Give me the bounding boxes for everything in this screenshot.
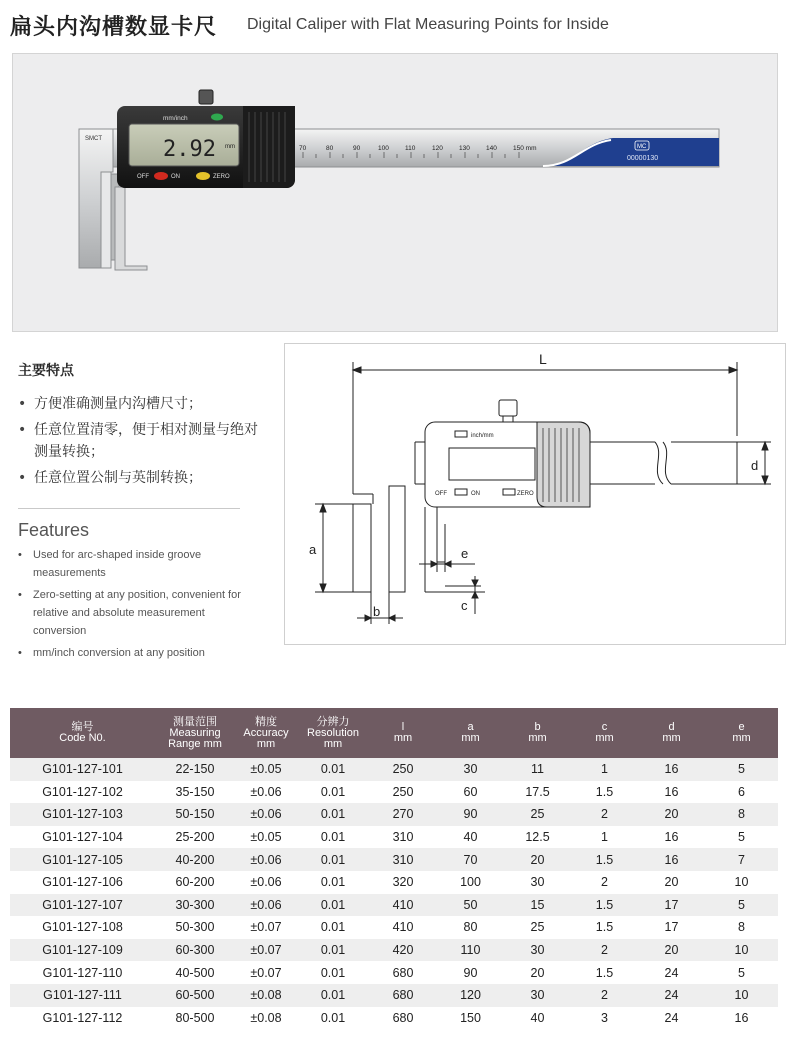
table-cell: 15 — [504, 894, 571, 917]
column-header-text: 精度 — [255, 715, 277, 728]
spec-table-container — [10, 708, 778, 1029]
table-cell: 30 — [504, 871, 571, 894]
dim-label-a: a — [309, 542, 317, 557]
table-cell: 40 — [437, 826, 504, 849]
table-cell: 0.01 — [297, 826, 369, 849]
table-cell: G101-127-105 — [10, 848, 155, 871]
column-header-text: mm — [662, 732, 681, 744]
diagram-on-label: ON — [471, 491, 480, 497]
table-cell: 80 — [437, 916, 504, 939]
column-header-text: e — [738, 721, 745, 733]
table-cell: 16 — [638, 848, 705, 871]
table-row — [10, 871, 778, 894]
table-cell: 7 — [705, 848, 778, 871]
table-cell: 20 — [504, 961, 571, 984]
table-cell: 30 — [504, 939, 571, 962]
column-header-text: mm — [528, 732, 547, 744]
table-cell: 90 — [437, 961, 504, 984]
table-cell: 1.5 — [571, 916, 638, 939]
table-header-row — [10, 708, 778, 758]
page-title-en: Digital Caliper with Flat Measuring Points for Inside — [247, 16, 609, 33]
table-row — [10, 781, 778, 804]
column-header-text: mm — [461, 732, 480, 744]
table-cell: 16 — [638, 826, 705, 849]
table-cell: 320 — [369, 871, 437, 894]
table-cell: 270 — [369, 803, 437, 826]
table-cell: 3 — [571, 1007, 638, 1030]
off-label: OFF — [137, 174, 149, 180]
table-cell: G101-127-112 — [10, 1007, 155, 1030]
table-cell: 0.01 — [297, 1007, 369, 1030]
table-cell: G101-127-111 — [10, 984, 155, 1007]
table-cell: 10 — [705, 939, 778, 962]
table-cell: 2 — [571, 803, 638, 826]
thumb-screw-icon — [199, 90, 213, 104]
table-cell: 250 — [369, 781, 437, 804]
column-header-text: 编号 — [71, 721, 94, 733]
column-header-text: Resolution — [307, 726, 359, 739]
table-cell: 1 — [571, 826, 638, 849]
mc-mark: MC — [637, 144, 647, 150]
table-cell: 1 — [571, 758, 638, 781]
table-row — [10, 916, 778, 939]
dim-label-b: b — [373, 604, 381, 619]
column-header-text: l — [401, 721, 405, 733]
column-header-text: mm — [732, 732, 751, 744]
list-item: • Zero-setting at any position, convenient for relative and absolute measurement conversion — [18, 586, 248, 640]
table-cell: ±0.08 — [235, 1007, 297, 1030]
features-cn-list — [18, 393, 258, 493]
list-item: • 方便准确测量内沟槽尺寸； — [18, 393, 258, 415]
table-cell: 16 — [638, 781, 705, 804]
table-cell: 100 — [437, 871, 504, 894]
table-row — [10, 758, 778, 781]
table-cell: 60-200 — [155, 871, 235, 894]
table-cell: 0.01 — [297, 916, 369, 939]
lcd-mm-label: mm — [225, 144, 235, 150]
column-header — [235, 708, 297, 758]
column-header — [437, 708, 504, 758]
table-cell: 20 — [638, 871, 705, 894]
svg-text:70: 70 — [299, 145, 307, 152]
table-cell: 110 — [437, 939, 504, 962]
column-header — [10, 708, 155, 758]
table-cell: 5 — [705, 758, 778, 781]
column-header-text: Measuring — [169, 726, 221, 739]
table-cell: 1.5 — [571, 961, 638, 984]
column-header-text: d — [668, 721, 675, 733]
table-cell: ±0.06 — [235, 781, 297, 804]
table-cell: 25 — [504, 916, 571, 939]
list-item: • mm/inch conversion at any position — [18, 644, 248, 662]
column-header-text: Accuracy — [243, 726, 289, 739]
table-cell: 24 — [638, 984, 705, 1007]
table-cell: 30-300 — [155, 894, 235, 917]
table-cell: 17 — [638, 894, 705, 917]
table-cell: 12.5 — [504, 826, 571, 849]
column-header-text: 分辨力 — [316, 715, 350, 728]
diagram-zero-label: ZERO — [517, 491, 534, 497]
column-header-text: mm — [393, 732, 413, 744]
svg-text:90: 90 — [353, 145, 361, 152]
table-cell: 150 — [437, 1007, 504, 1030]
column-header — [369, 708, 437, 758]
table-cell: 2 — [571, 984, 638, 1007]
table-row — [10, 894, 778, 917]
column-header-text: a — [467, 721, 474, 733]
table-cell: 410 — [369, 894, 437, 917]
table-cell: 6 — [705, 781, 778, 804]
svg-text:150 mm: 150 mm — [513, 145, 537, 152]
page-title-cn: 扁头内沟槽数显卡尺 — [10, 15, 218, 40]
dim-label-d: d — [751, 458, 759, 473]
column-header — [571, 708, 638, 758]
svg-text:130: 130 — [459, 145, 470, 152]
table-cell: 0.01 — [297, 758, 369, 781]
table-cell: 5 — [705, 826, 778, 849]
spec-table — [10, 708, 778, 1029]
zero-button-icon — [196, 172, 210, 180]
table-cell: 250 — [369, 758, 437, 781]
table-cell: 310 — [369, 826, 437, 849]
table-cell: G101-127-109 — [10, 939, 155, 962]
on-label: ON — [171, 174, 180, 180]
table-cell: 40-500 — [155, 961, 235, 984]
table-cell: 22-150 — [155, 758, 235, 781]
table-cell: 24 — [638, 961, 705, 984]
table-cell: ±0.06 — [235, 894, 297, 917]
column-header — [297, 708, 369, 758]
table-row — [10, 1007, 778, 1030]
table-cell: 5 — [705, 961, 778, 984]
dimension-drawing — [285, 344, 785, 644]
table-cell: 11 — [504, 758, 571, 781]
table-row — [10, 984, 778, 1007]
table-cell: 17 — [638, 916, 705, 939]
table-row — [10, 826, 778, 849]
table-cell: ±0.07 — [235, 961, 297, 984]
column-header — [705, 708, 778, 758]
column-header-text: mm — [256, 737, 276, 750]
serial-number: 00000130 — [627, 155, 659, 162]
table-cell: ±0.06 — [235, 848, 297, 871]
column-header — [155, 708, 235, 758]
table-cell: 50-300 — [155, 916, 235, 939]
table-cell: 20 — [638, 803, 705, 826]
table-cell: 1.5 — [571, 848, 638, 871]
table-cell: 16 — [705, 1007, 778, 1030]
table-cell: ±0.05 — [235, 758, 297, 781]
table-cell: 0.01 — [297, 894, 369, 917]
column-header-text: Code N0. — [59, 732, 106, 744]
table-cell: 25 — [504, 803, 571, 826]
list-item: • 任意位置清零，便于相对测量与绝对测量转换； — [18, 419, 258, 463]
column-header-text: mm — [595, 732, 614, 744]
table-cell: ±0.06 — [235, 803, 297, 826]
table-cell: 90 — [437, 803, 504, 826]
table-cell: 420 — [369, 939, 437, 962]
table-row — [10, 803, 778, 826]
table-cell: 40-200 — [155, 848, 235, 871]
zero-label: ZERO — [213, 174, 230, 180]
column-header — [504, 708, 571, 758]
svg-text:140: 140 — [486, 145, 497, 152]
table-cell: ±0.07 — [235, 939, 297, 962]
on-off-button-icon — [154, 172, 168, 180]
list-item: • Used for arc-shaped inside groove measurements — [18, 546, 248, 582]
table-cell: 24 — [638, 1007, 705, 1030]
table-row — [10, 848, 778, 871]
column-header-text: 测量范围 — [173, 715, 217, 728]
unit-button-icon — [211, 114, 223, 121]
table-cell: ±0.07 — [235, 916, 297, 939]
caliper-illustration — [13, 54, 777, 331]
table-cell: 80-500 — [155, 1007, 235, 1030]
column-header — [638, 708, 705, 758]
lcd-value: 2.92 — [163, 137, 216, 162]
features-en-list — [18, 546, 248, 666]
dimension-diagram — [284, 343, 786, 645]
table-cell: 40 — [504, 1007, 571, 1030]
svg-text:120: 120 — [432, 145, 443, 152]
table-cell: 2 — [571, 939, 638, 962]
features-en-heading: Features — [18, 520, 90, 540]
product-photo — [12, 53, 778, 332]
svg-text:100: 100 — [378, 145, 389, 152]
table-cell: 0.01 — [297, 939, 369, 962]
table-row — [10, 939, 778, 962]
table-cell: 10 — [705, 984, 778, 1007]
table-cell: 5 — [705, 894, 778, 917]
table-cell: 120 — [437, 984, 504, 1007]
table-cell: ±0.08 — [235, 984, 297, 1007]
table-cell: 0.01 — [297, 781, 369, 804]
table-cell: 70 — [437, 848, 504, 871]
table-cell: 25-200 — [155, 826, 235, 849]
table-cell: ±0.05 — [235, 826, 297, 849]
table-cell: 10 — [705, 871, 778, 894]
svg-text:80: 80 — [326, 145, 334, 152]
table-cell: G101-127-107 — [10, 894, 155, 917]
table-cell: G101-127-104 — [10, 826, 155, 849]
column-header-text: b — [534, 721, 541, 733]
table-cell: 1.5 — [571, 894, 638, 917]
table-cell: 60-500 — [155, 984, 235, 1007]
dim-label-L: L — [539, 351, 547, 367]
table-cell: 680 — [369, 1007, 437, 1030]
section-divider — [18, 508, 240, 509]
table-cell: 30 — [437, 758, 504, 781]
table-cell: 20 — [638, 939, 705, 962]
table-cell: 50-150 — [155, 803, 235, 826]
column-header-text: c — [601, 721, 608, 733]
table-cell: 680 — [369, 961, 437, 984]
svg-text:110: 110 — [405, 145, 416, 152]
dim-label-e: e — [461, 546, 469, 561]
table-cell: G101-127-102 — [10, 781, 155, 804]
table-cell: G101-127-103 — [10, 803, 155, 826]
features-cn-heading: 主要特点 — [18, 363, 74, 379]
dim-label-c: c — [461, 598, 468, 613]
table-cell: 30 — [504, 984, 571, 1007]
table-cell: G101-127-106 — [10, 871, 155, 894]
table-cell: 17.5 — [504, 781, 571, 804]
table-cell: 1.5 — [571, 781, 638, 804]
table-cell: G101-127-108 — [10, 916, 155, 939]
column-header-text: mm — [323, 737, 343, 750]
table-cell: G101-127-110 — [10, 961, 155, 984]
table-cell: 60-300 — [155, 939, 235, 962]
table-cell: 0.01 — [297, 803, 369, 826]
lcd-unit-label: mm/inch — [163, 115, 188, 122]
table-cell: 0.01 — [297, 961, 369, 984]
table-cell: 310 — [369, 848, 437, 871]
list-item: • 任意位置公制与英制转换； — [18, 467, 258, 489]
table-cell: ±0.06 — [235, 871, 297, 894]
table-cell: 680 — [369, 984, 437, 1007]
diagram-off-label: OFF — [435, 491, 447, 497]
table-cell: 0.01 — [297, 871, 369, 894]
diagram-unit-label: inch/mm — [471, 433, 494, 439]
table-cell: 0.01 — [297, 848, 369, 871]
table-row — [10, 961, 778, 984]
table-cell: 50 — [437, 894, 504, 917]
column-header-text: Range mm — [168, 737, 222, 750]
table-cell: 35-150 — [155, 781, 235, 804]
table-cell: 0.01 — [297, 984, 369, 1007]
table-cell: 8 — [705, 803, 778, 826]
table-cell: 16 — [638, 758, 705, 781]
table-cell: 20 — [504, 848, 571, 871]
table-cell: 60 — [437, 781, 504, 804]
brand-logo: SMCT — [85, 136, 102, 142]
table-cell: G101-127-101 — [10, 758, 155, 781]
table-cell: 2 — [571, 871, 638, 894]
table-cell: 8 — [705, 916, 778, 939]
table-cell: 410 — [369, 916, 437, 939]
